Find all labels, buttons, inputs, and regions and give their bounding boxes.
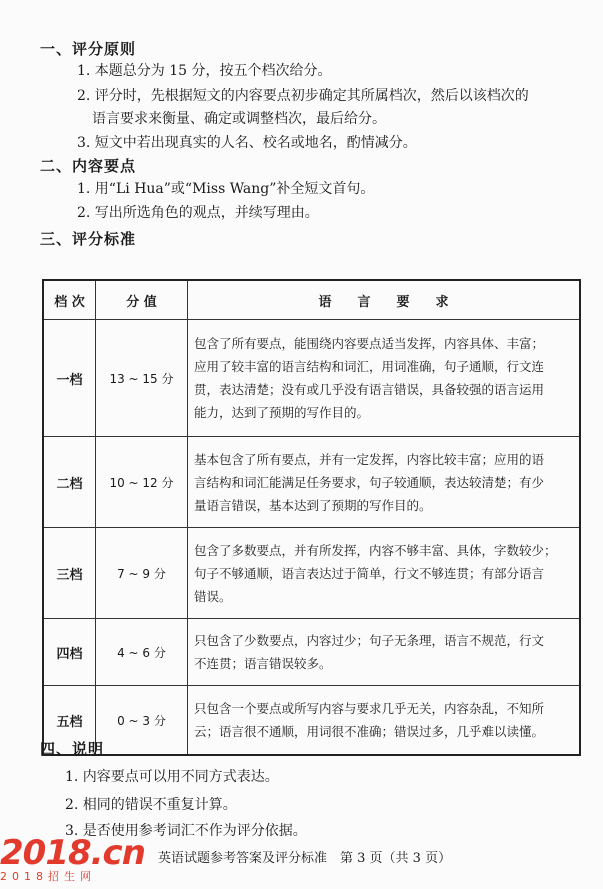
header-score: 分 值 xyxy=(96,280,188,320)
requirement-line: 能力，达到了预期的写作目的。 xyxy=(194,405,370,420)
requirement-line: 包含了多数要点，并有所发挥，内容不够丰富、具体，字数较少； xyxy=(194,542,557,558)
score-cell: 0 ~ 3 分 xyxy=(96,686,188,756)
table-header-row xyxy=(43,280,580,320)
content-item-2: 2. 写出所选角色的观点，并续写理由。 xyxy=(77,205,319,221)
table-row xyxy=(43,686,580,756)
page-footer: 英语试题参考答案及评分标准 第 3 页（共 3 页） xyxy=(158,851,452,866)
principle-item-1: 1. 本题总分为 15 分，按五个档次给分。 xyxy=(77,63,332,79)
requirement-line: 量语言错误，基本达到了预期的写作目的。 xyxy=(194,497,432,513)
requirement-line: 贯，表达清楚；没有或几乎没有语言错误，具备较强的语言运用 xyxy=(194,382,545,397)
score-cell: 7 ~ 9 分 xyxy=(96,528,188,619)
requirement-line: 包含了所有要点，能围绕内容要点适当发挥，内容具体、丰富； xyxy=(194,336,545,351)
table-row xyxy=(43,619,580,686)
section-content-title: 二、内容要点 xyxy=(40,157,137,175)
section-notes-title: 四、说明 xyxy=(40,740,105,758)
principle-item-2-cont: 语言要求来衡量、确定或调整档次，最后给分。 xyxy=(92,111,386,127)
requirement-cell xyxy=(188,320,581,437)
requirement-cell xyxy=(188,437,581,528)
requirement-line: 错误。 xyxy=(194,588,232,604)
watermark-main: 2018.cn xyxy=(0,833,145,873)
requirement-line: 云；语言很不通顺，用词很不准确；错误过多，几乎难以读懂。 xyxy=(194,724,545,739)
table-row xyxy=(43,320,580,437)
content-item-1: 1. 用“Li Hua”或“Miss Wang”补全短文首句。 xyxy=(77,181,375,197)
section-principles-title: 一、评分原则 xyxy=(40,40,137,58)
principle-item-3: 3. 短文中若出现真实的人名、校名或地名，酌情减分。 xyxy=(77,135,417,151)
watermark-sub: 2018招生网 xyxy=(0,870,96,883)
requirement-cell xyxy=(188,619,581,686)
score-cell: 13 ~ 15 分 xyxy=(96,320,188,437)
requirement-line: 应用了较丰富的语言结构和词汇，用词准确，句子通顺，行文连 xyxy=(194,359,545,374)
level-cell: 三档 xyxy=(43,528,96,619)
principle-item-2: 2. 评分时，先根据短文的内容要点初步确定其所属档次，然后以该档次的 xyxy=(77,88,529,104)
note-item-3: 3. 是否使用参考词汇不作为评分依据。 xyxy=(65,823,307,839)
score-cell: 10 ~ 12 分 xyxy=(96,437,188,528)
level-cell: 四档 xyxy=(43,619,96,686)
requirement-line: 不连贯；语言错误较多。 xyxy=(194,656,332,671)
score-cell: 4 ~ 6 分 xyxy=(96,619,188,686)
requirement-line: 句子不够通顺，语言表达过于简单，行文不够连贯；有部分语言 xyxy=(194,565,545,581)
level-cell: 二档 xyxy=(43,437,96,528)
note-item-1: 1. 内容要点可以用不同方式表达。 xyxy=(65,769,279,785)
table-row xyxy=(43,528,580,619)
requirement-line: 只包含了少数要点，内容过少；句子无条理，语言不规范，行文 xyxy=(194,633,545,648)
rubric-table xyxy=(42,279,581,756)
requirement-cell xyxy=(188,528,581,619)
header-level: 档 次 xyxy=(43,280,96,320)
requirement-line: 只包含一个要点或所写内容与要求几乎无关，内容杂乱，不知所 xyxy=(194,701,545,716)
watermark-logo xyxy=(0,833,150,884)
requirement-line: 基本包含了所有要点，并有一定发挥，内容比较丰富；应用的语 xyxy=(194,451,545,467)
level-cell: 五档 xyxy=(43,686,96,756)
note-item-2: 2. 相同的错误不重复计算。 xyxy=(65,797,237,813)
header-requirement: 语 言 要 求 xyxy=(188,280,581,320)
table-row xyxy=(43,437,580,528)
requirement-line: 言结构和词汇能满足任务要求，句子较通顺，表达较清楚；有少 xyxy=(194,474,545,490)
requirement-cell xyxy=(188,686,581,756)
level-cell: 一档 xyxy=(43,320,96,437)
section-criteria-title: 三、评分标准 xyxy=(40,230,137,248)
